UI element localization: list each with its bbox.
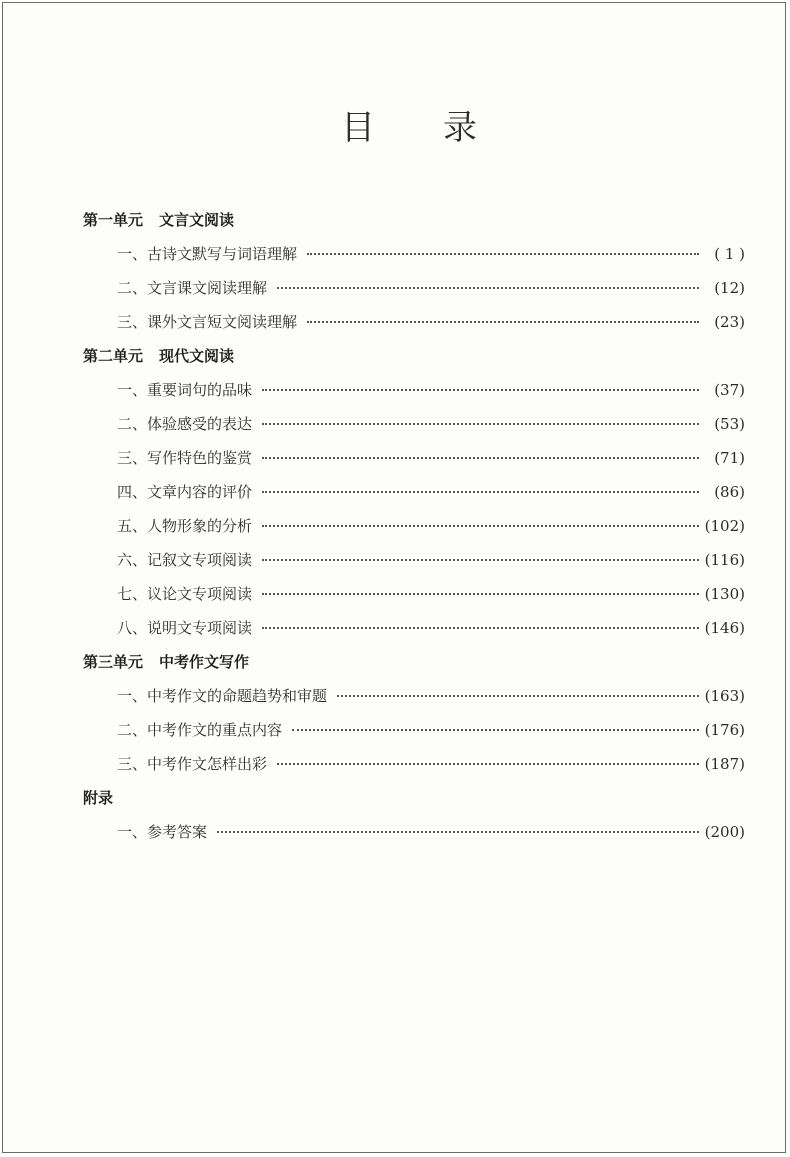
toc-entry-page: (146) [704,619,745,637]
page-title-char-2: 录 [443,108,477,148]
toc-entry-label: 一、古诗文默写与词语理解 [117,245,298,263]
dot-leader [307,253,699,255]
toc-entry-page: (71) [714,449,745,467]
toc-entry-page: (37) [714,381,745,399]
toc-entry-label: 二、体验感受的表达 [117,415,253,433]
toc-entry[interactable] [83,815,745,849]
toc-entry-label: 六、记叙文专项阅读 [117,551,253,569]
dot-leader [337,695,699,697]
section-unit: 第三单元 [83,653,144,671]
section-unit: 附录 [83,789,114,807]
dot-leader [262,457,699,459]
dot-leader [292,729,699,731]
toc-entry[interactable] [83,713,745,747]
toc-entry-page: (200) [704,823,745,841]
toc-entry-label: 一、参考答案 [117,823,208,841]
dot-leader [262,491,699,493]
toc-entry[interactable] [83,441,745,475]
dot-leader [277,287,699,289]
toc-entry[interactable] [83,237,745,271]
toc-entry[interactable] [83,747,745,781]
toc-entry[interactable] [83,475,745,509]
toc-section-heading[interactable] [83,203,745,237]
toc-page [2,2,786,1153]
table-of-contents [83,203,745,849]
toc-section-heading[interactable] [83,781,745,815]
toc-entry-page: (187) [704,755,745,773]
section-name: 现代文阅读 [159,347,235,365]
toc-entry[interactable] [83,611,745,645]
toc-entry-label: 五、人物形象的分析 [117,517,253,535]
toc-entry-page: (102) [704,517,745,535]
section-name: 中考作文写作 [159,653,250,671]
dot-leader [277,763,699,765]
toc-entry-page: ( 1 ) [714,245,745,263]
dot-leader [262,593,699,595]
toc-entry-page: (86) [714,483,745,501]
toc-entry[interactable] [83,679,745,713]
toc-entry-page: (163) [704,687,745,705]
toc-entry[interactable] [83,305,745,339]
dot-leader [262,559,699,561]
toc-entry-page: (12) [714,279,745,297]
toc-entry-label: 二、中考作文的重点内容 [117,721,283,739]
toc-section-heading[interactable] [83,339,745,373]
toc-entry-label: 四、文章内容的评价 [117,483,253,501]
page-title [3,103,785,153]
toc-entry[interactable] [83,271,745,305]
toc-entry[interactable] [83,509,745,543]
toc-entry-label: 一、重要词句的品味 [117,381,253,399]
dot-leader [262,389,699,391]
section-unit: 第二单元 [83,347,144,365]
toc-entry-page: (53) [714,415,745,433]
toc-entry-page: (116) [704,551,745,569]
dot-leader [262,627,699,629]
toc-entry-label: 三、中考作文怎样出彩 [117,755,268,773]
dot-leader [262,423,699,425]
section-name: 文言文阅读 [159,211,235,229]
toc-entry[interactable] [83,577,745,611]
toc-entry-page: (130) [704,585,745,603]
toc-entry-label: 一、中考作文的命题趋势和审题 [117,687,328,705]
toc-entry[interactable] [83,373,745,407]
toc-entry-label: 三、写作特色的鉴赏 [117,449,253,467]
toc-entry-label: 二、文言课文阅读理解 [117,279,268,297]
toc-entry-label: 七、议论文专项阅读 [117,585,253,603]
dot-leader [217,831,699,833]
toc-entry-label: 三、课外文言短文阅读理解 [117,313,298,331]
toc-entry-label: 八、说明文专项阅读 [117,619,253,637]
toc-entry-page: (176) [704,721,745,739]
dot-leader [307,321,699,323]
page-title-char-1: 目 [341,108,375,148]
toc-entry[interactable] [83,543,745,577]
toc-entry[interactable] [83,407,745,441]
toc-section-heading[interactable] [83,645,745,679]
dot-leader [262,525,699,527]
toc-entry-page: (23) [714,313,745,331]
section-unit: 第一单元 [83,211,144,229]
